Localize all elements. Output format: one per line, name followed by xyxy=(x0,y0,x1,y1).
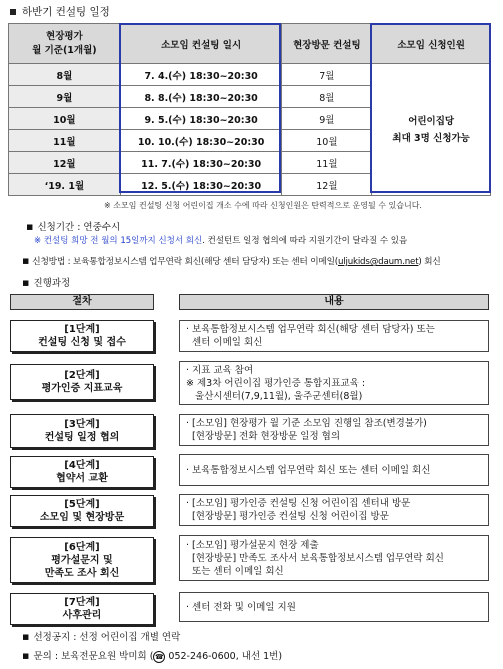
step-number: [4단계] xyxy=(64,460,100,471)
step-5-box xyxy=(10,495,154,527)
cell-applicants xyxy=(372,64,491,196)
table-note: ※ 소모임 컨설팅 신청 어린이집 개소 수에 따라 신청인원은 탄력적으로 운영될 수 있습니다. xyxy=(104,201,422,210)
apply-note-highlight: ※ 컨설팅 희망 전 월의 15일까지 신청서 회신 xyxy=(34,236,203,246)
content-line: ※ 제3차 어린이집 평가인증 통합지표교육 : xyxy=(186,377,366,389)
step-name: 협약서 교환 xyxy=(56,473,108,484)
process-header-step: 절차 xyxy=(10,294,154,310)
bullet-icon: ▪ xyxy=(26,220,34,233)
contact-line xyxy=(22,648,282,663)
section-title: 하반기 컨설팅 일정 xyxy=(22,6,110,18)
step-7-box xyxy=(10,593,154,625)
header-applicants: 소모임 신청인원 xyxy=(372,24,491,64)
step-2-content xyxy=(179,361,489,405)
cell-date: 10. 10.(수) 18:30~20:30 xyxy=(120,130,282,152)
step-4-content xyxy=(179,454,489,486)
content-line: 또는 센터 이메일 회신 xyxy=(186,565,284,577)
step-number: [7단계] xyxy=(64,597,100,608)
contact-prefix: 문의 : 보육전문요원 박미희 ( xyxy=(33,651,154,662)
cell-date: 7. 4.(수) 18:30~20:30 xyxy=(120,64,282,86)
step-3-content xyxy=(179,414,489,446)
process-title: 진행과정 xyxy=(33,278,71,289)
step-3-box xyxy=(10,414,154,448)
table-header-row xyxy=(9,24,491,64)
step-7-content xyxy=(179,592,489,622)
step-1-content xyxy=(179,320,489,352)
schedule-table xyxy=(8,23,491,196)
step-number: [3단계] xyxy=(64,419,100,430)
header-date: 소모임 컨설팅 일시 xyxy=(120,24,282,64)
apply-note-line xyxy=(34,234,407,246)
step-number: [5단계] xyxy=(64,499,100,510)
table-row xyxy=(9,64,491,86)
section-heading xyxy=(10,4,110,19)
content-line: · [소모임] 평가설문지 현장 제출 xyxy=(186,539,319,551)
step-number: [1단계] xyxy=(64,324,100,335)
header-visit: 현장방문 컨설팅 xyxy=(282,24,372,64)
bullet-icon: ▪ xyxy=(22,649,30,662)
process-heading xyxy=(22,275,70,289)
contact-suffix: 052-246-0600, 내선 1번) xyxy=(165,651,283,662)
step-6-box xyxy=(10,537,154,583)
bullet-icon: ▪ xyxy=(22,630,30,643)
content-line: · [소모임] 평가인증 컨설팅 신청 어린이집 센터내 방문 xyxy=(186,498,411,509)
cell-visit: 12월 xyxy=(282,174,372,196)
content-line: · [소모임] 현장평가 월 기준 소모임 진행일 참조(변경불가) xyxy=(186,418,427,429)
step-name: 사후관리 xyxy=(62,610,102,621)
step-6-content xyxy=(179,535,489,581)
content-line: · 보육통합정보시스템 업무연락 회신 또는 센터 이메일 회신 xyxy=(186,464,431,476)
process-header-content: 내용 xyxy=(179,294,489,310)
cell-date: 8. 8.(수) 18:30~20:30 xyxy=(120,86,282,108)
content-line: [현장방문] 평가인증 컨설팅 신청 어린이집 방문 xyxy=(186,511,389,522)
phone-icon: ☎ xyxy=(155,652,164,661)
step-number: [6단계] xyxy=(64,541,100,553)
step-4-box xyxy=(10,456,154,488)
cell-visit: 11월 xyxy=(282,152,372,174)
apply-method-suffix: ) 회신 xyxy=(418,257,441,267)
cell-month: 10월 xyxy=(9,108,121,130)
cell-month: 9월 xyxy=(9,86,121,108)
content-line: · 지표 교육 참여 xyxy=(186,364,254,376)
applicants-line-1: 어린이집당 xyxy=(408,115,455,127)
apply-note-rest: . 컨설턴트 일정 협의에 따라 지원기간이 달라질 수 있음 xyxy=(202,236,408,246)
step-1-box xyxy=(10,320,154,352)
cell-month: 11월 xyxy=(9,130,121,152)
apply-method-prefix: 신청방법 : 보육통합정보시스템 업무연락 회신(해당 센터 담당자) 또는 센터 이메일( xyxy=(32,257,338,267)
cell-visit: 9월 xyxy=(282,108,372,130)
cell-visit: 7월 xyxy=(282,64,372,86)
content-line: · 보육통합정보시스템 업무연락 회신(해당 센터 담당자) 또는 xyxy=(186,324,435,335)
bullet-icon: ▪ xyxy=(22,276,30,289)
cell-date: 9. 5.(수) 18:30~20:30 xyxy=(120,108,282,130)
content-line: [현장방문] 전화 현장방문 일정 협의 xyxy=(186,431,341,442)
step-number: [2단계] xyxy=(64,370,100,381)
cell-date: 12. 5.(수) 18:30~20:30 xyxy=(120,174,282,196)
header-month: 현장평가 월 기준(1개월) xyxy=(9,24,121,64)
cell-month: ‘19. 1월 xyxy=(9,174,121,196)
content-line: 울산시센터(7,9,11월), 울주군센터(8월) xyxy=(186,390,363,402)
content-line: [현장방문] 만족도 조사서 보육통합정보시스템 업무연락 회신 xyxy=(186,552,444,564)
cell-visit: 8월 xyxy=(282,86,372,108)
step-name: 평가설문지 및 만족도 조사 회신 xyxy=(44,554,120,579)
square-bullet-icon xyxy=(10,9,16,15)
email-link[interactable]: uljukids@daum.net xyxy=(337,257,419,267)
content-line: · 센터 전화 및 이메일 지원 xyxy=(186,601,296,613)
content-line: 센터 이메일 회신 xyxy=(186,337,263,348)
step-name: 평가인증 지표교육 xyxy=(41,383,123,394)
notice-text: 선정공지 : 선정 어린이집 개별 연락 xyxy=(33,632,181,643)
step-name: 컨설팅 일정 협의 xyxy=(44,432,120,443)
step-2-box xyxy=(10,364,154,400)
cell-month: 12월 xyxy=(9,152,121,174)
cell-date: 11. 7.(수) 18:30~20:30 xyxy=(120,152,282,174)
step-name: 소모임 및 현장방문 xyxy=(39,512,125,523)
apply-period-line xyxy=(26,219,120,233)
step-5-content xyxy=(179,494,489,526)
cell-visit: 10월 xyxy=(282,130,372,152)
bullet-icon: ▪ xyxy=(22,254,30,267)
cell-month: 8월 xyxy=(9,64,121,86)
applicants-line-2: 최대 3명 신청가능 xyxy=(392,132,470,144)
apply-method-line xyxy=(22,254,441,267)
step-name: 컨설팅 신청 및 접수 xyxy=(38,337,126,348)
apply-period: 신청기간 : 연중수시 xyxy=(37,222,121,233)
notice-line xyxy=(22,629,180,643)
